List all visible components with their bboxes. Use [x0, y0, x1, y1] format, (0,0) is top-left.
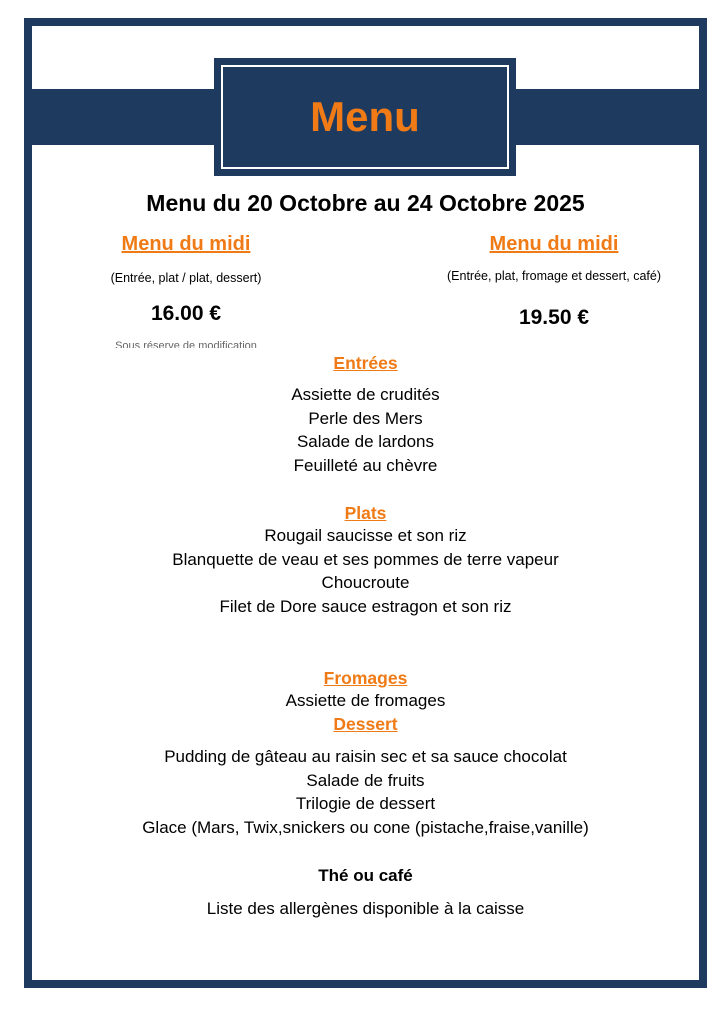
section-entrees [32, 352, 699, 477]
formula-left-note-clipped [86, 340, 286, 348]
menu-period-heading: Menu du 20 Octobre au 24 Octobre 2025 [146, 190, 585, 216]
list-item: Pudding de gâteau au raisin sec et sa sauce chocolat [164, 747, 567, 766]
formula-left-title: Menu du midi [121, 233, 251, 255]
allergens-note: Liste des allergènes disponible à la caisse [206, 899, 525, 918]
title-box [214, 58, 516, 176]
list-item: Assiette de fromages [285, 691, 446, 710]
menu-title: Menu [310, 93, 420, 140]
list-item: Perle des Mers [308, 408, 423, 428]
list-item: Filet de Dore sauce estragon et son riz [219, 596, 512, 616]
drink-line: Thé ou café [318, 866, 413, 885]
list-item: Glace (Mars, Twix,snickers ou cone (pistache,fraise,vanille) [142, 817, 589, 837]
section-dessert-title: Dessert [333, 714, 398, 734]
section-fromages-title: Fromages [323, 668, 408, 688]
formula-right-title: Menu du midi [489, 233, 619, 255]
formula-left [86, 233, 286, 326]
section-dessert [32, 713, 699, 839]
list-item: Blanquette de veau et ses pommes de terre vapeur [172, 549, 559, 569]
section-fromages [32, 667, 699, 713]
formula-right-description: (Entrée, plat, fromage et dessert, café) [447, 269, 661, 283]
list-item: Assiette de crudités [291, 385, 440, 404]
section-plats-title: Plats [344, 503, 387, 523]
formula-right-price: 19.50 € [518, 306, 590, 329]
list-item: Choucroute [321, 573, 410, 592]
formula-left-note: Sous réserve de modification [115, 340, 257, 348]
list-item: Salade de lardons [296, 432, 435, 451]
section-entrees-title: Entrées [333, 353, 398, 373]
list-item: Rougail saucisse et son riz [264, 526, 467, 545]
list-item: Trilogie de dessert [295, 794, 436, 813]
section-plats [32, 502, 699, 618]
formula-right [444, 233, 664, 330]
list-item: Salade de fruits [306, 770, 425, 790]
title-inner-border [221, 65, 509, 169]
list-item: Feuilleté au chèvre [293, 455, 438, 475]
formula-left-description: (Entrée, plat / plat, dessert) [110, 271, 262, 285]
formula-left-price: 16.00 € [150, 302, 222, 325]
